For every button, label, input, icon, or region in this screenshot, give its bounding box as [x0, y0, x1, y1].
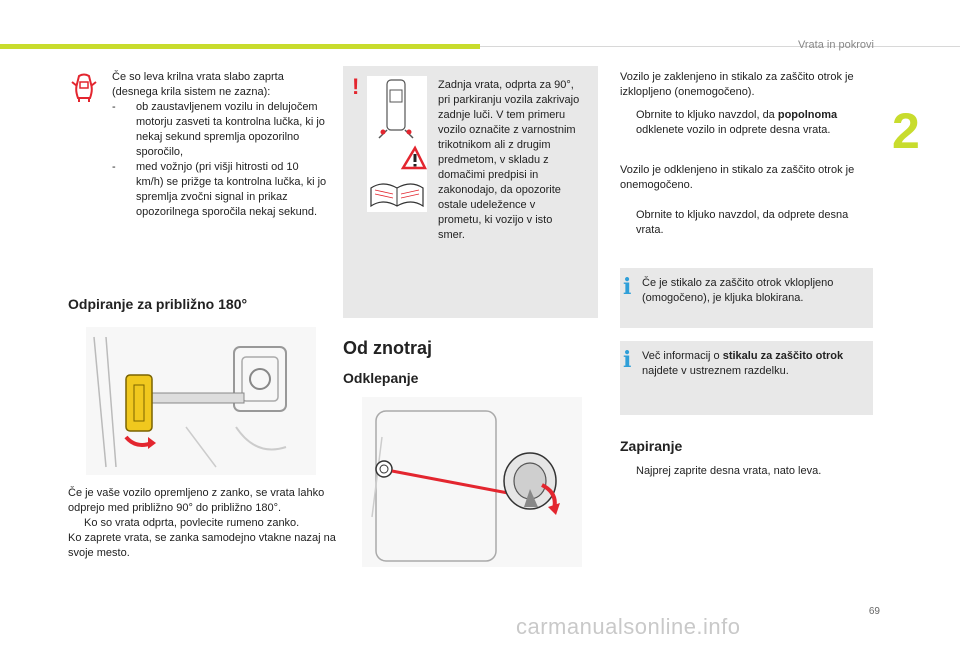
col3-para1: Vozilo je zaklenjeno in stikalo za zaščito otrok je izklopljeno (onemogočeno). [620, 71, 854, 98]
section-title-180: Odpiranje za približno 180° [68, 296, 248, 312]
info-box-more [620, 341, 873, 415]
step-marker [620, 108, 636, 138]
step1-bold: popolnoma [777, 109, 838, 121]
header-accent-bar [0, 44, 480, 49]
info-text-2 [642, 349, 868, 379]
info-box-child-lock [620, 268, 873, 328]
info-text-1: Če je stikalo za zaščito otrok vklopljeno (omogočeno), je kljuka blokirana. [642, 277, 834, 304]
step-marker [68, 516, 84, 531]
info2-post: najdete v ustreznem razdelku. [642, 365, 789, 377]
info-icon: i [623, 347, 632, 373]
page-number: 69 [868, 606, 880, 617]
header-rule [480, 46, 960, 47]
warning-text: Zadnja vrata, odprta za 90°, pri parkiranju vozila zakrivajo zadnje luči. V tem primeru vozilo označite z varnostnim trikotnikom ali z drugim predmetom, v skladu z domačimi predpisi in zakonodajo, da opozorite ostale udeležence v prometu, ki vozijo v isto smer. [438, 79, 580, 241]
strap-para1: Če je vaše vozilo opremljeno z zanko, se vrata lahko odprejo med približno 90° do približno 180°. [68, 487, 325, 514]
col3-para2: Vozilo je odklenjeno in stikalo za zaščito otrok je onemogočeno. [620, 164, 855, 191]
alert-item-text: med vožnjo (pri višji hitrosti od 10 km/h) se prižge ta kontrolna lučka, ki jo spremlja zvočni signal in prikaz opozorilnega sporočila nekaj sekund. [136, 161, 327, 218]
col3-step3-text: Najprej zaprite desna vrata, nato leva. [636, 465, 822, 477]
col3-step2-text: Obrnite to kljuko navzdol, da odprete desna vrata. [636, 209, 849, 236]
watermark: carmanualsonline.info [516, 614, 741, 639]
step1-pre: Obrnite to kljuko navzdol, da [636, 109, 778, 121]
section-title-inside: Od znotraj [343, 338, 432, 358]
info2-bold: stikalu za zaščito otrok [722, 350, 844, 362]
col3-step2 [620, 208, 870, 238]
info-icon: i [623, 274, 632, 300]
col3-step1-text [636, 108, 870, 138]
alert-text: Če so leva krilna vrata slabo zaprta (desnega krila sistem ne zazna): [112, 71, 284, 98]
bullet-mark: - [112, 101, 116, 113]
col3-step1 [620, 108, 870, 138]
door-alert-icon [70, 72, 98, 104]
warning-mark: ! [352, 74, 360, 99]
chapter-number: 2 [892, 103, 920, 159]
strap-para2: Ko so vrata odprta, povlecite rumeno zanko. [84, 517, 300, 529]
alert-item [112, 100, 327, 160]
strap-step [68, 516, 338, 531]
subsection-unlocking: Odklepanje [343, 370, 419, 386]
inner-handle-image [362, 397, 582, 567]
strap-text [68, 486, 338, 561]
bullet-mark: - [112, 161, 116, 173]
step1-post: odklenete vozilo in odprete desna vrata. [636, 124, 831, 136]
alert-item-text: ob zaustavljenem vozilu in delujočem motorju zasveti ta kontrolna lučka, ki jo nekaj sekund spremlja opozorilno sporočilo, [136, 101, 325, 158]
warning-illustration [367, 76, 427, 212]
section-title-closing: Zapiranje [620, 438, 683, 454]
info2-pre: Več informacij o [642, 350, 723, 362]
col3-step3 [620, 464, 870, 479]
step-marker [620, 464, 636, 479]
header-title: Vrata in pokrovi [797, 39, 874, 51]
alert-list [112, 100, 327, 220]
alert-item [112, 160, 327, 220]
strap-para3: Ko zaprete vrata, se zanka samodejno vtakne nazaj na svoje mesto. [68, 532, 336, 559]
door-strap-image [86, 327, 316, 475]
step-marker [620, 208, 636, 238]
